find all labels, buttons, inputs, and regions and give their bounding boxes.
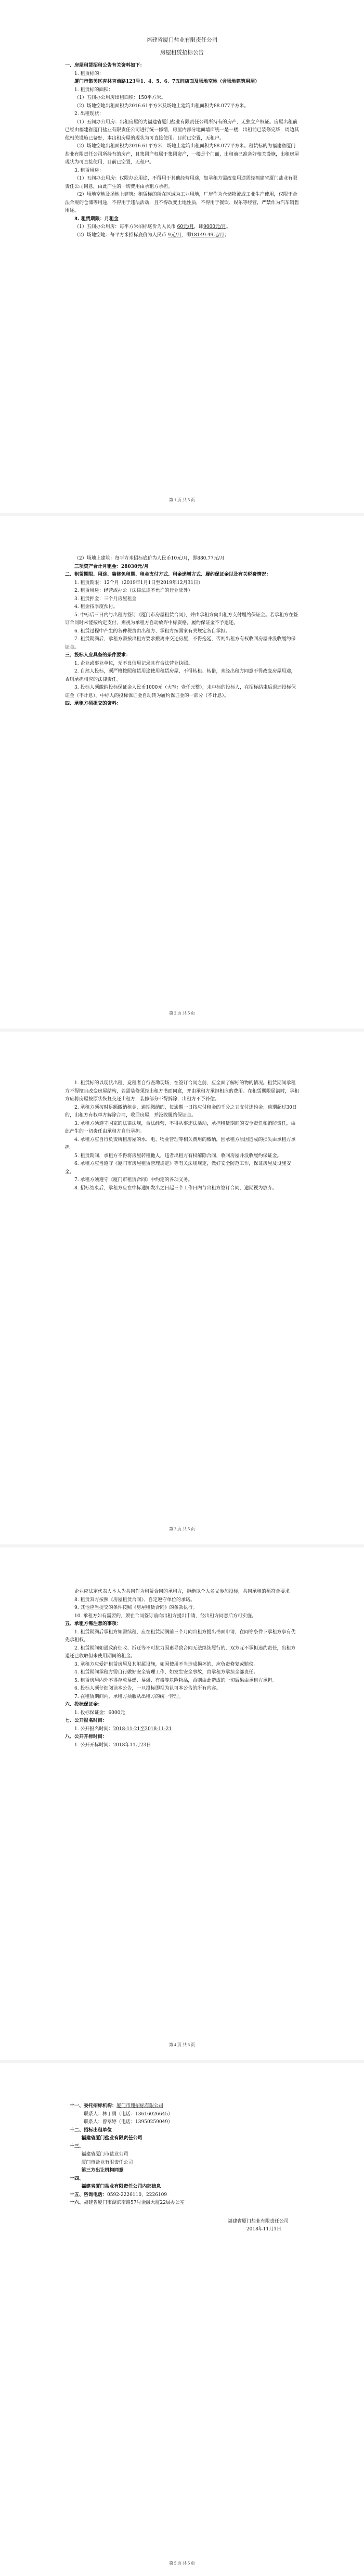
list-item: 10. 承租方如有需要的，须在合同签订前向出租方提出申请，经出租方同意后方可实施。 bbox=[74, 1613, 257, 1619]
list-item: 4. 承租方应自行负责所租房屋的水、电、物业管理等相关费用的缴纳，因承租方原因造成的损失由承租方承担。 bbox=[65, 1137, 296, 1150]
list-item: 3. 承租方应爱护租赁房屋及其附属设施，如因使用不当造成损坏的，应负责修复或赔偿。 bbox=[74, 1661, 258, 1667]
contact-tel-label: （电话： bbox=[116, 2111, 136, 2117]
rent-yard-end: ； bbox=[224, 232, 229, 238]
list-item: 7. 租赁期满后，承租方需按出租方要求搬离并交还房屋，不得拖延，否则出租方有权收回房屋并没收履约保证金。 bbox=[65, 637, 296, 650]
contact-tel: 13616026645 bbox=[135, 2111, 168, 2117]
section-15-heading: 十五、咨询电话： bbox=[70, 2192, 108, 2198]
lessor-name: 福建省厦门盐业有限责任公司 bbox=[81, 2136, 142, 2141]
list-item: 福建省厦门盐业有限责任公司内部信息 bbox=[81, 2184, 161, 2189]
rent-yard-label: （2）场地空地：每平方米招标底价为人民币 bbox=[74, 232, 166, 238]
list-item: （1）五间办公用房：出租房屋的为福建省厦门盐业有限责任公司所持有的房产，无独立产权证。房屋出租前已经由福建省厦门盐业有限责任公司进行统一修缮，房屋内部分地面墙面统一是一楼，出租前已装修完毕，周边其他相关设施已备好，本出租房屋的现状为可直接使用。目前已空置，无租户。 bbox=[65, 119, 300, 141]
list-item: 福建省厦门市盐业公司 bbox=[81, 2152, 128, 2157]
section-6-heading: 六、投标保证金： bbox=[65, 1702, 103, 1707]
section-14-heading: 十四、 bbox=[70, 2176, 84, 2181]
notice-title: 房屋租赁招标公告 bbox=[160, 49, 204, 56]
list-item: 8. 租赁双方按照《房屋租赁合同》、自定遵守单位的承诺。 bbox=[74, 1597, 195, 1603]
rent-office-total-label: ，即 bbox=[194, 224, 204, 230]
office-address: 福建省厦门市湖滨南路57号金融大厦22层办公室 bbox=[84, 2200, 185, 2205]
list-item: 厦门市盐业有限责任公司 bbox=[81, 2160, 133, 2165]
consult-phone: 0592-2226110，2226109 bbox=[107, 2192, 167, 2198]
list-item: 1. 租赁期满后承租方如需续租，应在租赁期满前三个月向出租方提出书面申请，在同等条件下承租方享有优先承租权。 bbox=[65, 1629, 296, 1643]
rent-heading: 3. 租赁期限：月租金 bbox=[74, 216, 119, 222]
contact-name: 林丁勇 bbox=[102, 2111, 117, 2117]
property-address: 厦门市集美区杏林杏前路123号1、4、5、6、7五间店面及场地空地（含场地建筑用屋） bbox=[74, 79, 260, 84]
lessor-org bbox=[65, 2135, 299, 2143]
list-item: 4. 租金按季度预付。 bbox=[74, 604, 118, 610]
list-item: 1. 租赁标的以现状出租，竞租者自行查勘现场，在签订合同之前，应全面了解标的物的情况。租赁期间承租方不得擅自改变房屋结构，若需装修须经出租方书面同意，并由承租方承担相应的费用。在租赁期限届满时，承租方应将房屋按原状恢复交还出租方，装修部分不得拆除，出租方不予补偿。 bbox=[65, 1081, 300, 1102]
page-number: 第 2 页 共 5 页 bbox=[169, 1011, 195, 1016]
section-7-heading: 七、公开报名时间： bbox=[65, 1718, 108, 1723]
section-1-item: 1. 租赁标的： bbox=[74, 71, 104, 77]
opening-label: 1. 公开开标时间： bbox=[74, 1742, 113, 1748]
list-item: 1. 企业或事业单位，无不良信用记录且有合法营业执照。 bbox=[74, 661, 193, 666]
rent-office bbox=[65, 223, 299, 232]
signature-date: 2018年11月1日 bbox=[246, 2227, 281, 2232]
company-name: 福建省厦门盐业有限责任公司 bbox=[146, 37, 218, 43]
rent-office-price: 60元/月 bbox=[177, 224, 194, 230]
rent-total: 三项资产合计月租金：28030元/月 bbox=[74, 564, 149, 569]
page-number: 第 1 页 共 5 页 bbox=[169, 498, 195, 502]
section-5-heading: 五、承租方需注意的事项： bbox=[65, 1621, 122, 1627]
section-8-heading: 八、公开开标时间： bbox=[65, 1734, 108, 1740]
section-13-heading: 十三、 bbox=[70, 2143, 84, 2149]
page-1-content bbox=[65, 36, 299, 239]
document-page-1 bbox=[0, 0, 364, 513]
list-item: 3. 投标人须缴纳投标保证金人民币1000元（大写：壹仟元整），未中标的投标人，在招标结束后退还投标保证金（不计息）。中标人的投标保证金自动转为履约保证金的一部分（不计息）。 bbox=[65, 685, 296, 699]
list-item: （2）场地空地及场地上建筑：租赁标的所在区域为工业用地，厂房作为仓储物流或工业生产使用，仅限于合法合规的仓储等用途，不得用于违法活动，且不得改变土地性质，不得用于餐饮、娱乐等经营，严禁作为汽车销售用途。 bbox=[65, 192, 300, 213]
page-4-content bbox=[65, 1588, 299, 1749]
list-item: 6. 投标人须仔细阅读本公告，一旦投标即视为认可本公告的所有内容。 bbox=[74, 1686, 221, 1691]
signature-company: 福建省厦门盐业有限责任公司 bbox=[227, 2218, 289, 2224]
list-item: 7. 在租赁期间内，承租方须服从出租方的统一管理。 bbox=[74, 1694, 184, 1699]
registration-label: 1. 公开报名时间： bbox=[74, 1726, 113, 1732]
list-item: 3. 承租方须遵守国家的法律法规，合法经营，不得从事违法活动，承担租赁期间的安全责任和消防责任，由此产生的一切责任由承租方自行承担。 bbox=[65, 1121, 296, 1134]
contact-2 bbox=[65, 2118, 299, 2127]
list-item: 第三方出让机构同意 bbox=[81, 2168, 124, 2173]
list-item: 企业应法定代表人本人为共同作为租赁合同的承租方，拒绝以个人名义参加投标，共同承租的须符合要求。 bbox=[74, 1589, 295, 1594]
rent-yard-total: 18149.49元/月 bbox=[191, 232, 225, 238]
list-item: 6. 租赁过程中产生的各种税费由出租方、承租方按国家有关规定各自承担。 bbox=[74, 628, 230, 634]
document-page-3 bbox=[0, 1032, 364, 1544]
list-item: 6. 承租方应当遵守《厦门市房屋租赁管理规定》等有关法规规定，做好安全防范工作，保证房屋及设施安全。 bbox=[65, 1161, 291, 1175]
opening-date bbox=[65, 1742, 299, 1750]
list-item: （1）五间办公用房：仅限办公用途，不得用于其他经营用途，如承租方需改变用途需经福建省厦门盐业有限责任公司同意，由此产生的一切费用由承租方承担。 bbox=[65, 176, 297, 189]
section-3-heading: 三、投标人应具备的条件要求： bbox=[65, 653, 131, 658]
rent-yard-total-label: ，即 bbox=[181, 232, 191, 238]
list-item: 2. 出租现状： bbox=[74, 111, 104, 117]
contact-tel-label: （电话： bbox=[116, 2120, 136, 2125]
list-item: 5. 租赁期间，承租方不得将房屋转租他人，违者出租方有权解除合同，收回房屋并没收履约保证金。 bbox=[74, 1153, 282, 1159]
rent-office-total: 9000元/月 bbox=[203, 224, 227, 230]
list-item: 9. 其他应当提交的条件按照《房屋租赁合同》的条款执行。 bbox=[74, 1605, 198, 1610]
page-number: 第 3 页 共 5 页 bbox=[169, 1527, 195, 1531]
page-3-content bbox=[65, 1080, 299, 1192]
phone-line bbox=[65, 2191, 299, 2200]
opening-value: 2018年11月23日 bbox=[113, 1742, 151, 1748]
list-item: 7. 承租方须遵守《厦门市租赁合同》中约定的各项义务。 bbox=[74, 1177, 193, 1183]
address-line bbox=[65, 2199, 299, 2207]
document-page-4 bbox=[0, 1547, 364, 2060]
page-number: 第 4 页 共 5 页 bbox=[169, 2042, 195, 2047]
section-1-heading: 一、房屋租赁招租公告有关资料如下： bbox=[65, 63, 145, 68]
rent-office-label: （1）五间办公用房：每平方米招标底价为人民币 bbox=[74, 224, 176, 230]
registration-period bbox=[65, 1725, 299, 1734]
agency-name: 厦门市翔招标有限公司 bbox=[116, 2103, 164, 2109]
rent-yard-price: 9元/月 bbox=[167, 232, 182, 238]
list-item: 4. 租赁期间承租方需自行做好安全管理工作，如发生安全事故，由承租方承担全部责任。 bbox=[74, 1670, 258, 1675]
contact-label: 联系人： bbox=[84, 2111, 103, 2117]
page-2-content bbox=[65, 555, 299, 708]
section-16-heading: 十六、 bbox=[70, 2200, 84, 2205]
contact-label: 联系人： bbox=[84, 2120, 103, 2125]
list-item: 2. 租赁用途：经营或办公（法律法规不允许的行业除外） bbox=[74, 588, 193, 593]
rent-office-end: 。 bbox=[226, 224, 231, 230]
section-4-heading: 四、承租方须提交的资料： bbox=[65, 701, 122, 706]
contact-tel: 13950259049 bbox=[135, 2120, 168, 2125]
page-5-content bbox=[65, 2102, 299, 2234]
list-item: 1. 租赁期限：12个月（2019年1月1日至2019年12月31日） bbox=[74, 580, 203, 586]
contact-tel-end: ） bbox=[168, 2120, 173, 2125]
list-item: （2）场地空地出租面积为2016.61平方米，场地上建筑出租面积为88.077平方米。租赁标的为福建省厦门盐业有限责任公司所持有的房产，且集团产权属于集团资产，一楼是个门面，出租前已准备好相关设施，出租房屋现状为可直接使用，目前已空置，无租户。 bbox=[65, 144, 300, 165]
bond-amount: 1. 投标保证金：6000元 bbox=[74, 1710, 125, 1716]
list-item: （2）场地空地出租面积为2016.61平方米及场地上建筑出租面积为88.077平方米。 bbox=[74, 103, 249, 109]
list-item: 1. 租赁标的面积： bbox=[74, 87, 113, 93]
agency-line bbox=[65, 2102, 299, 2111]
document-page-5 bbox=[0, 2063, 364, 2576]
section-2-heading: 二、租赁期限、用途、装修免租期、租金支付方式、租金递增方式、履约保证金以及有关税费情况： bbox=[65, 572, 271, 577]
registration-dates: 2018-11-21至2018-11-21 bbox=[113, 1726, 172, 1732]
list-item: 2. 租赁期间如遇政府征收、拆迁等不可抗力因素导致合同无法继续履行的，双方互不承担违约责任，出租方退还已收取但未使用期间的租金。 bbox=[65, 1645, 296, 1659]
list-item: 2. 自然人投标，须严格按照租赁用途使用租赁房屋，不得转租、转借，未经出租方同意不得改变房屋用途，否则承担相应的法律责任。 bbox=[65, 669, 296, 682]
document-page-2 bbox=[0, 516, 364, 1029]
rent-building: （2）场地上建筑：每平方米招标底价为人民币10元/月，即880.77元/月 bbox=[74, 556, 225, 561]
list-item: 5. 中标后三日内与出租方签订《厦门市房屋租赁合同》，并由承租方向出租方支付履约保证金。若承租方在签订合同时未能按约定支付，则视为承租方自动放弃中标资格，履约保证金不予退还。 bbox=[65, 612, 298, 626]
contact-1 bbox=[65, 2111, 299, 2119]
rent-yard bbox=[65, 232, 299, 240]
contact-name: 曾翠婷 bbox=[102, 2120, 117, 2125]
section-11-heading: 十一、委托招标机构： bbox=[70, 2103, 117, 2109]
section-12-heading: 十二、招标出租单位 bbox=[70, 2127, 112, 2133]
list-item: 5. 租赁房屋内外不得存放易燃、易爆、有毒等危险物品，否则由此造成的一切后果由承租方承担。 bbox=[74, 1678, 277, 1683]
list-item: 2. 承租方须按时足额缴纳租金，逾期缴纳的，每逾期一日按应付租金的千分之五支付违约金；逾期超过30日的，出租方有权单方解除合同，收回房屋，并没收履约保证金。 bbox=[65, 1105, 297, 1118]
page-number: 第 5 页 共 5 页 bbox=[169, 2561, 195, 2566]
list-item: 8. 招标结束后，承租方应在中标通知发出之日起三个工作日内与出租方签订合同，逾期视为放弃。 bbox=[74, 1185, 277, 1191]
contact-tel-end: ） bbox=[168, 2111, 173, 2117]
list-item: 3. 租赁用途： bbox=[74, 168, 104, 173]
list-item: （1）五间办公用房出租面积：150平方米。 bbox=[74, 95, 166, 100]
list-item: 3. 租赁押金：三个月房屋租金 bbox=[74, 596, 137, 602]
